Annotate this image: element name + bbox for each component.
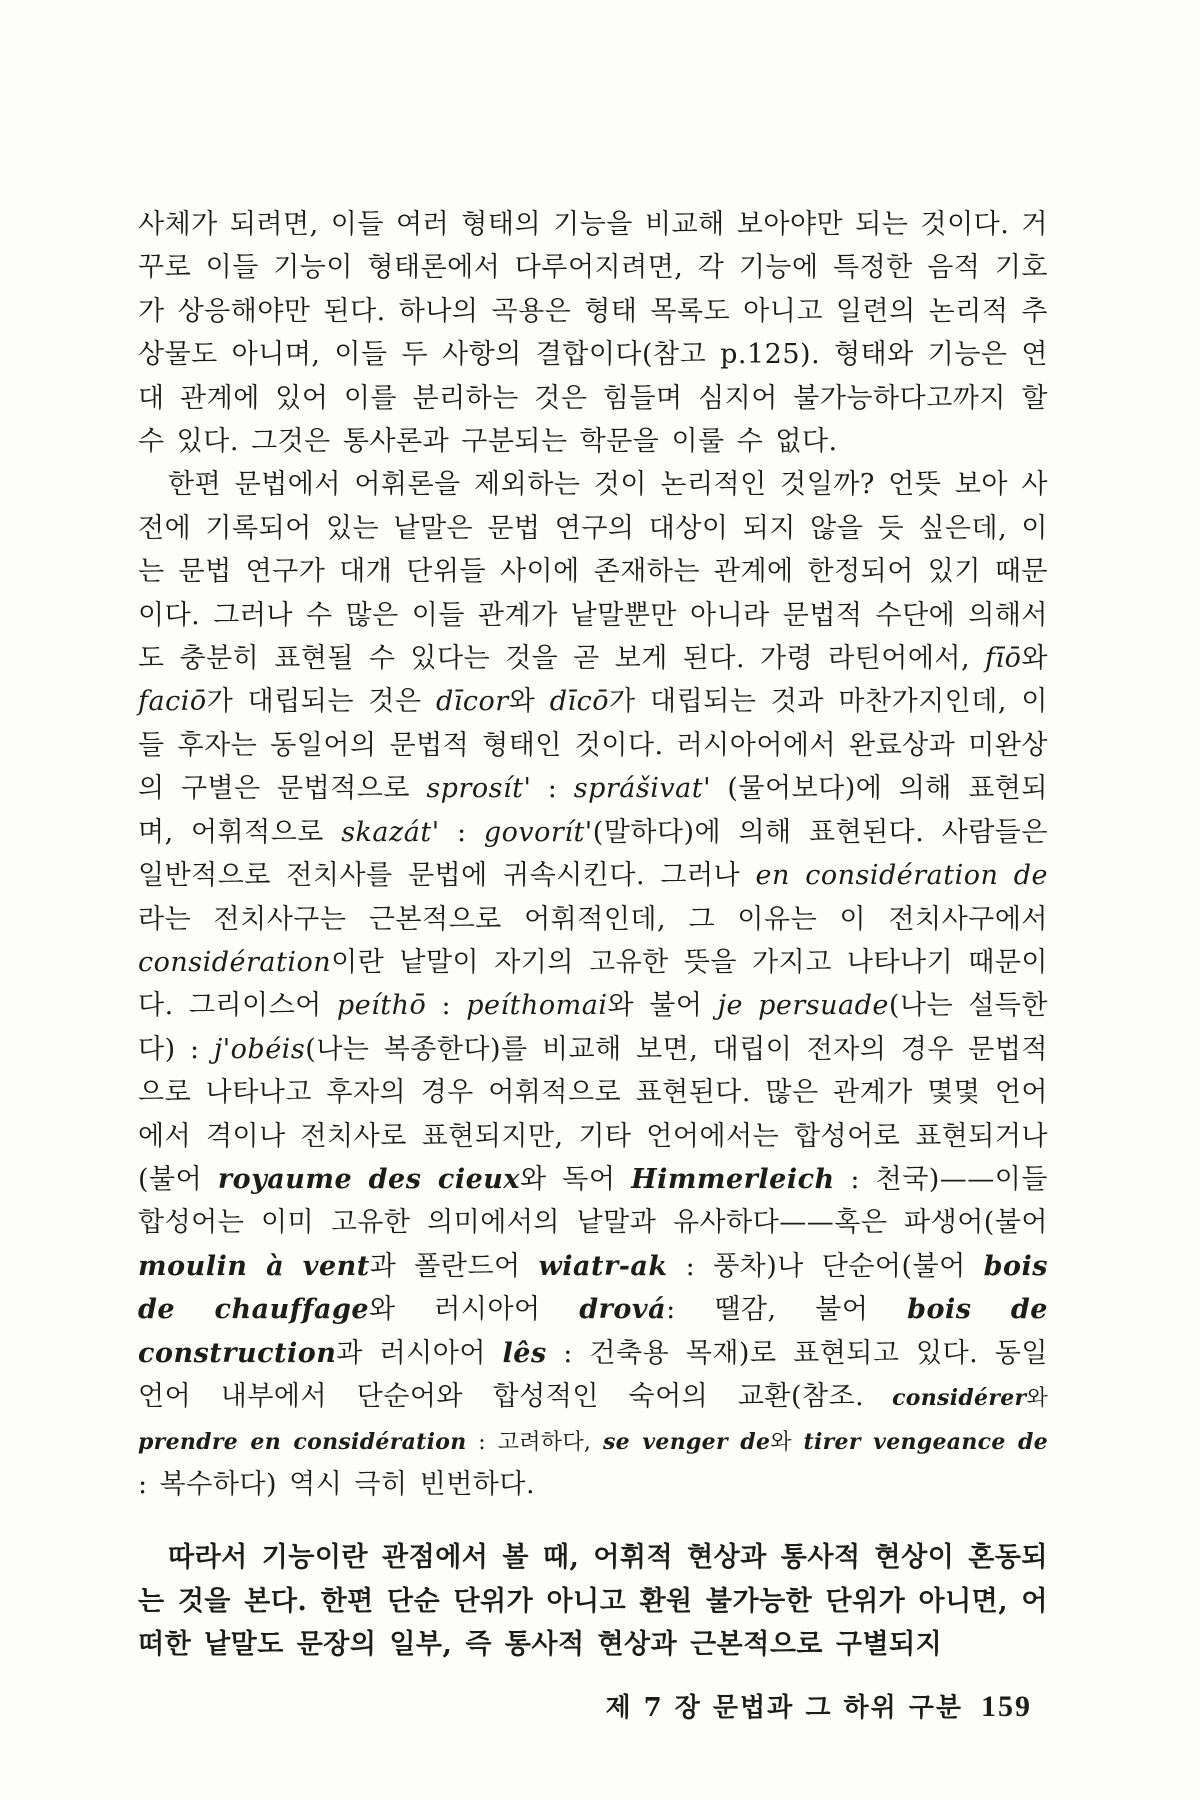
text-run: : 풍차)나 단순어(불어 xyxy=(685,1250,966,1282)
latin-term: fīō xyxy=(985,643,1022,675)
text-run: (나는 복종한다)를 비교해 보면, 대립이 전자의 경우 문법적으로 나타나고 후자의 경우 어휘적으로 표현된다. 많은 관계가 몇몇 언어에서 격이나 전치사로 표현되지만, 기타 언어에서는 합성어로 표현되거나(불어 xyxy=(138,1033,1048,1195)
text-run: : 천국)——이들 합성어는 이미 고유한 의미에서의 낱말과 유사하다——혹은 파생어(불어 xyxy=(138,1163,1048,1239)
latin-term: dīcō xyxy=(549,686,610,718)
polish-term: wiatr-ak xyxy=(538,1250,668,1282)
french-term: considérer xyxy=(892,1384,1027,1411)
french-term: en considération de xyxy=(755,860,1048,892)
french-term: prendre en considération xyxy=(138,1428,467,1455)
text-run: 와 xyxy=(1026,1385,1048,1411)
russian-term: sprosít' xyxy=(426,773,532,805)
paragraph-2 xyxy=(138,463,1048,1506)
latin-term: faciō xyxy=(138,686,207,718)
latin-term: dīcor xyxy=(436,686,509,718)
text-run: 와 독어 xyxy=(520,1163,616,1195)
french-term: se venger de xyxy=(602,1428,771,1455)
paragraph-1-text: 사체가 되려면, 이들 여러 형태의 기능을 비교해 보아야만 되는 것이다. 거꾸로 이들 기능이 형태론에서 다루어지려면, 각 기능에 특정한 음적 기호가 상응해야만 된다. 하나의 곡용은 형태 목록도 아니고 일련의 논리적 추상물도 아니며, 이들 두 사항의 결합이다(참고 p.125). 형태와 기능은 연대 관계에 있어 이를 분리하는 것은 힘들며 심지어 불가능하다고까지 할 수 있다. 그것은 통사론과 구분되는 학문을 이룰 수 없다. xyxy=(138,209,1048,458)
french-term: tirer vengeance de xyxy=(803,1428,1049,1455)
russian-term: sprášivat' xyxy=(573,773,711,805)
text-run: 가 대립되는 것은 xyxy=(206,686,422,718)
paragraph-1 xyxy=(138,203,1048,463)
russian-term: govorít' xyxy=(483,816,593,848)
french-term: bois de construction xyxy=(138,1294,1048,1369)
paragraph-3 xyxy=(138,1536,1048,1666)
text-run: (물어보다)에 의해 표현되며, 어휘적으로 xyxy=(138,773,1048,848)
text-run: : xyxy=(547,773,558,805)
page-number: 159 xyxy=(981,1690,1032,1723)
french-term: je persuade xyxy=(717,990,889,1022)
french-term: moulin à vent xyxy=(138,1250,370,1282)
greek-term: peíthomai xyxy=(466,990,608,1022)
text-run: (나는 설득한다) : xyxy=(138,990,1048,1065)
body-text xyxy=(138,203,1048,1667)
chapter-title: 제 7 장 문법과 그 하위 구분 xyxy=(605,1693,963,1723)
text-run: 와 xyxy=(1021,643,1048,675)
text-run: (말하다)에 의해 표현된다. 사람들은 일반적으로 전치사를 문법에 귀속시킨다. 그러나 xyxy=(138,816,1048,892)
text-run: 과 폴란드어 xyxy=(369,1250,521,1282)
text-run: 과 러시아어 xyxy=(336,1337,486,1369)
paragraph-3-text: 따라서 기능이란 관점에서 볼 때, 어휘적 현상과 통사적 현상이 혼동되는 것을 본다. 한편 단순 단위가 아니고 환원 불가능한 단위가 아니면, 어떠한 낱말도 문장의 일부, 즉 통사적 현상과 근본적으로 구별되지 xyxy=(138,1542,1048,1661)
text-run: 이란 낱말이 자기의 고유한 뜻을 가지고 나타나기 때문이다. 그리이스어 xyxy=(138,946,1048,1022)
page-footer xyxy=(605,1687,1032,1724)
french-term: bois de chauffage xyxy=(138,1250,1048,1326)
german-term: Himmerleich xyxy=(631,1163,835,1195)
text-run: 가 대립되는 것과 마찬가지인데, 이들 후자는 동일어의 문법적 형태인 것이다. 러시아어에서 완료상과 미완상의 구별은 문법적으로 xyxy=(138,686,1048,805)
russian-term: lês xyxy=(502,1337,547,1369)
text-run: 와 불어 xyxy=(607,990,703,1022)
text-run: 와 xyxy=(770,1429,792,1455)
text-run: 한편 문법에서 어휘론을 제외하는 것이 논리적인 것일까? 언뜻 보아 사전에 기록되어 있는 낱말은 문법 연구의 대상이 되지 않을 듯 싶은데, 이는 문법 연구가 대개 단위들 사이에 존재하는 관계에 한정되어 있기 때문이다. 그러나 수 많은 이들 관계가 낱말뿐만 아니라 문법적 수단에 의해서도 충분히 표현될 수 있다는 것을 곧 보게 된다. 가령 라틴어에서, xyxy=(138,469,1048,675)
text-run: : xyxy=(441,990,452,1022)
text-run: : 건축용 목재)로 표현되고 있다. 동일 언어 내부에서 단순어와 합성적인 숙어의 교환(참조. xyxy=(138,1337,1049,1412)
french-term: considération xyxy=(138,946,332,978)
text-run: 와 xyxy=(508,686,536,718)
russian-term: skazát' xyxy=(341,816,440,848)
text-run: 라는 전치사구는 근본적으로 어휘적인데, 그 이유는 이 전치사구에서 xyxy=(138,903,1048,935)
french-term: royaume des cieux xyxy=(217,1163,520,1195)
greek-term: peíthō xyxy=(336,990,427,1022)
text-run: : xyxy=(456,816,467,848)
french-term: j'obéis xyxy=(213,1033,306,1065)
text-run: 와 러시아어 xyxy=(369,1294,541,1326)
text-run: : 땔감, 불어 xyxy=(666,1294,869,1326)
russian-term: drová xyxy=(579,1294,667,1326)
text-run: : 고려하다, xyxy=(478,1429,592,1455)
text-run: : 복수하다) 역시 극히 빈번하다. xyxy=(138,1468,536,1500)
